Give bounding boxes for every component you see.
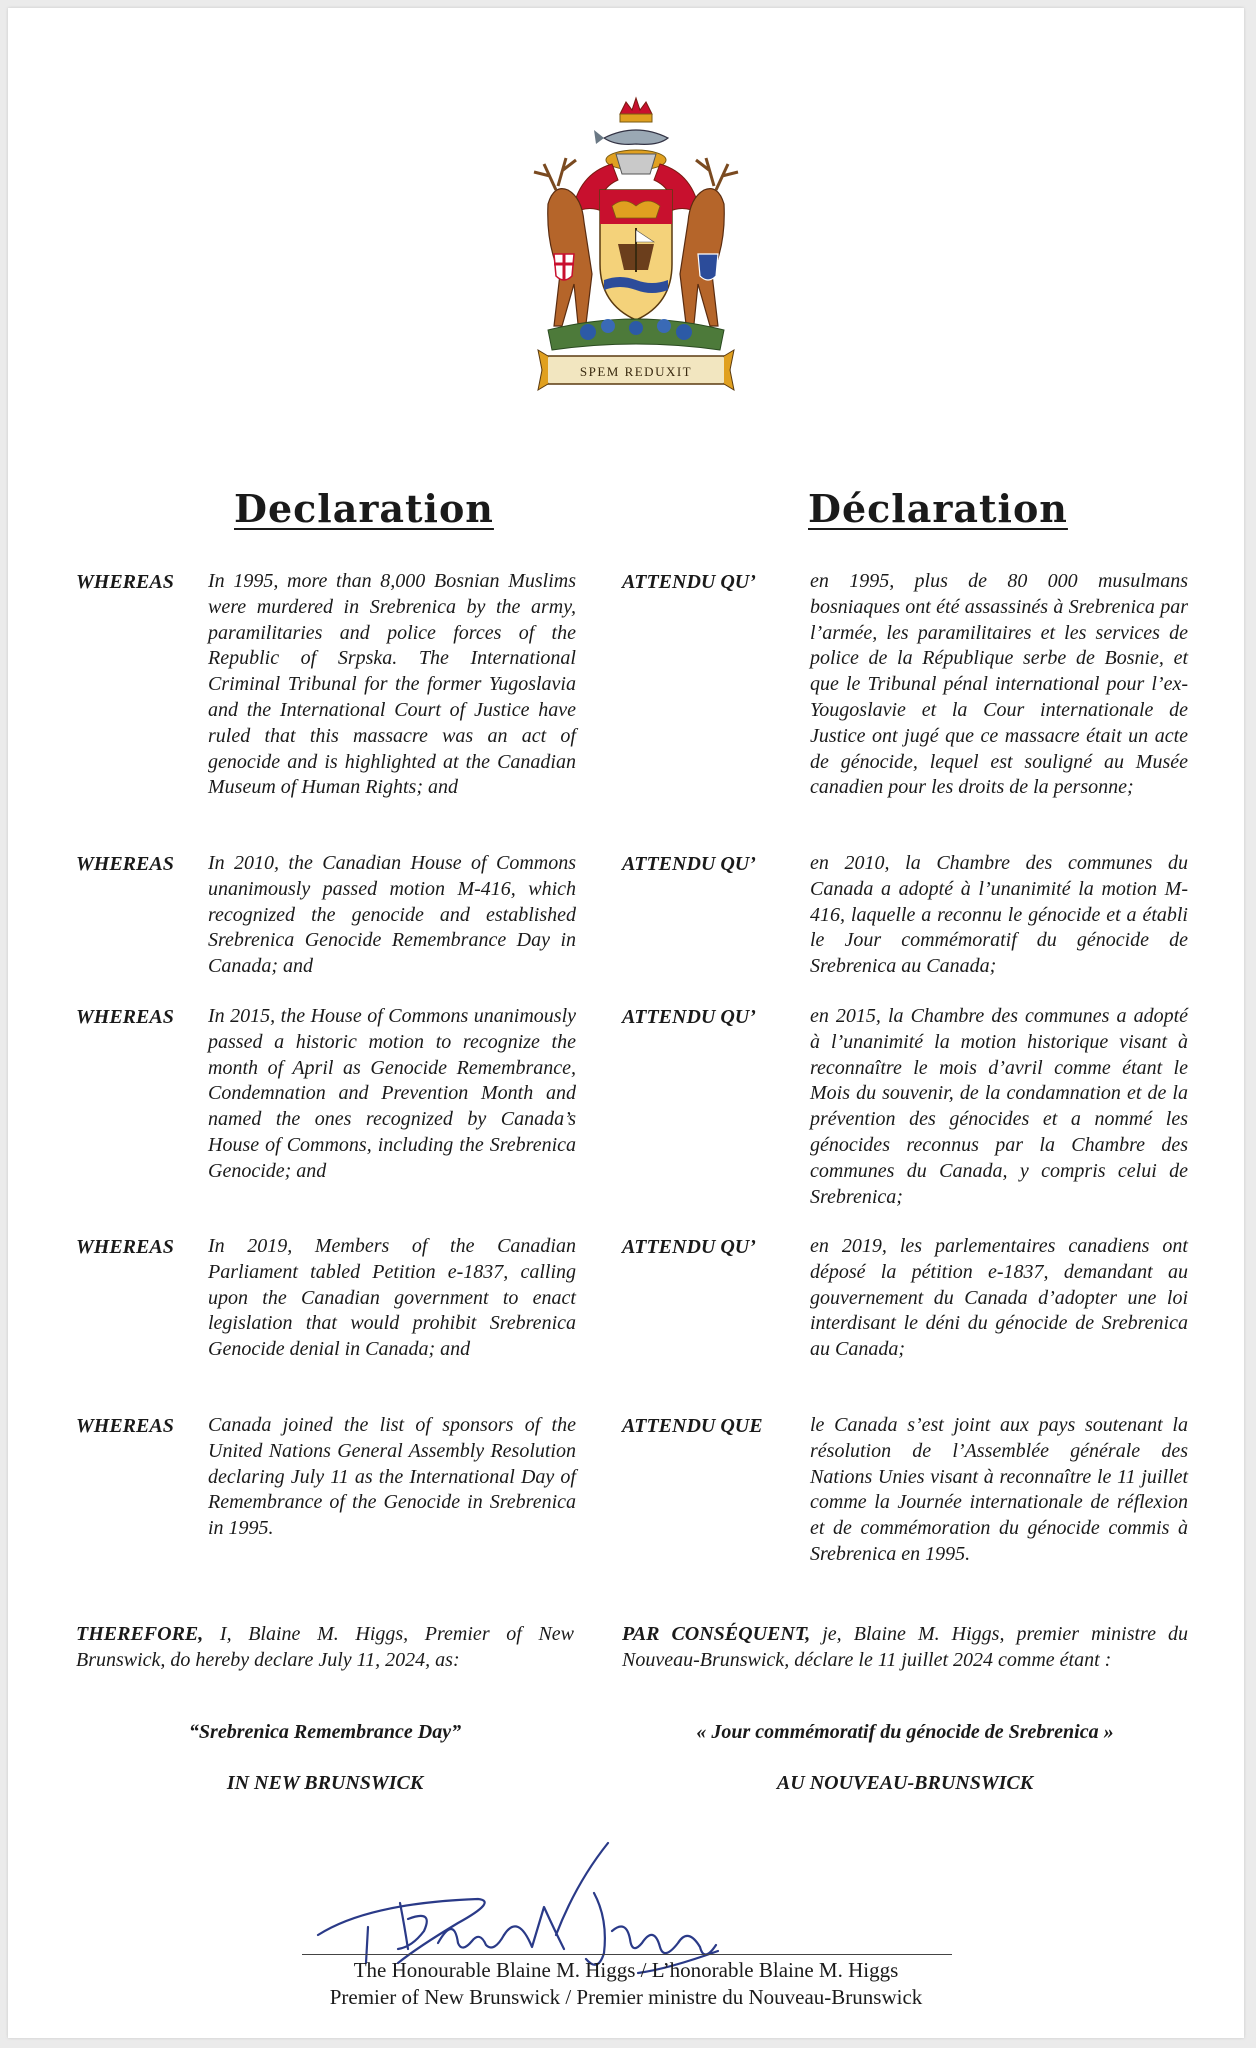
- clause-label-fr: ATTENDU QUE: [622, 1415, 763, 1437]
- clause-text-en: In 1995, more than 8,000 Bosnian Muslims were murdered in Srebrenica by the army, paramilitaries and police forces of the Republic of Srpska. The International Criminal Tribunal for the former Yugoslavia and the International Court of Justice have ruled that this massacre was an act of genocide and is highlighted at the Canadian Museum of Human Rights; and: [208, 570, 576, 799]
- therefore-clause-fr: [622, 1621, 1188, 1673]
- day-name-en: “Srebrenica Remembrance Day”: [188, 1721, 462, 1743]
- clause-label-en: WHEREAS: [76, 571, 174, 593]
- therefore-clause-en: [76, 1621, 574, 1673]
- clause-text-en: In 2019, Members of the Canadian Parliament tabled Petition e-1837, calling upon the Canadian government to enact legislation that would prohibit Srebrenica Genocide denial in Canada; and: [208, 1235, 576, 1361]
- clause-label-en: WHEREAS: [76, 1415, 174, 1437]
- clause-text-fr: en 2015, la Chambre des communes a adopté à l’unanimité la motion historique visant à reconnaître le mois d’avril comme étant le Mois du souvenir, de la condamnation et de la prévention des génocides et a nommé les génocides reconnus par la Chambre des communes du Canada, y compris celui de Srebrenica;: [810, 1005, 1188, 1208]
- clause-label-en: WHEREAS: [76, 1006, 174, 1028]
- clause-text-fr: en 1995, plus de 80 000 musulmans bosniaques ont été assassinés à Srebrenica par l’armée, les paramilitaires et les services de police de la République serbe de Bosnie, et que le Tribunal pénal international pour l’ex-Yougoslavie et la Cour internationale de Justice ont jugé que ce massacre était un acte de génocide, lequel est souligné au Musée canadien pour les droits de la personne;: [810, 570, 1188, 799]
- clause-text-fr: en 2010, la Chambre des communes du Canada a adopté à l’unanimité la motion M-416, laquelle a reconnu le génocide et a établi le Jour commémoratif du génocide de Srebrenica au Canada;: [810, 852, 1188, 978]
- therefore-text-en: I, Blaine M. Higgs, Premier of New Brunswick, do hereby declare July 11, 2024, as:: [76, 1623, 574, 1671]
- signatory-title: Premier of New Brunswick / Premier ministre du Nouveau-Brunswick: [329, 1985, 923, 2009]
- clause-text-en: In 2010, the Canadian House of Commons unanimously passed motion M-416, which recognized the genocide and established Srebrenica Genocide Remembrance Day in Canada; and: [208, 852, 576, 978]
- province-fr: AU NOUVEAU-BRUNSWICK: [776, 1772, 1034, 1794]
- clause-text-fr: en 2019, les parlementaires canadiens ont déposé la pétition e-1837, demandant au gouvernement du Canada d’adopter une loi interdisant le déni du génocide de Srebrenica au Canada;: [810, 1235, 1188, 1361]
- day-name-fr: « Jour commémoratif du génocide de Srebrenica »: [696, 1721, 1114, 1743]
- clause-label-fr: ATTENDU QU’: [622, 1006, 756, 1028]
- clause-label-fr: ATTENDU QU’: [622, 571, 756, 593]
- clause-label-fr: ATTENDU QU’: [622, 1236, 756, 1258]
- coat-of-arms-emblem: [508, 94, 764, 410]
- declaration-page: [8, 8, 1244, 2038]
- clause-label-en: WHEREAS: [76, 1236, 174, 1258]
- clause-text-en: Canada joined the list of sponsors of the United Nations General Assembly Resolution declaring July 11 as the International Day of Remembrance of the Genocide in Srebrenica in 1995.: [208, 1414, 576, 1540]
- therefore-lead-fr: PAR CONSÉQUENT,: [622, 1623, 811, 1645]
- therefore-text-fr: je, Blaine M. Higgs, premier ministre du Nouveau-Brunswick, déclare le 11 juillet 2024 comme étant :: [622, 1623, 1188, 1671]
- province-en: IN NEW BRUNSWICK: [226, 1772, 424, 1794]
- signature-line: [302, 1954, 952, 1955]
- clause-text-fr: le Canada s’est joint aux pays soutenant la résolution de l’Assemblée générale des Nations Unies visant à reconnaître le 11 juillet comme la Journée internationale de réflexion et de commémoration du génocide commis à Srebrenica en 1995.: [810, 1414, 1188, 1565]
- therefore-lead-en: THEREFORE,: [76, 1623, 204, 1645]
- signatory-name: The Honourable Blaine M. Higgs / L’honorable Blaine M. Higgs: [353, 1958, 899, 1982]
- declaration-title-fr: Déclaration: [808, 486, 1068, 531]
- declaration-title-en: Declaration: [234, 486, 494, 531]
- motto-text: SPEM REDUXIT: [579, 364, 693, 379]
- clause-label-en: WHEREAS: [76, 853, 174, 875]
- clause-label-fr: ATTENDU QU’: [622, 853, 756, 875]
- clause-text-en: In 2015, the House of Commons unanimously passed a historic motion to recognize the month of April as Genocide Remembrance, Condemnation and Prevention Month and named the ones recognized by Canada’s House of Commons, including the Srebrenica Genocide; and: [208, 1005, 576, 1182]
